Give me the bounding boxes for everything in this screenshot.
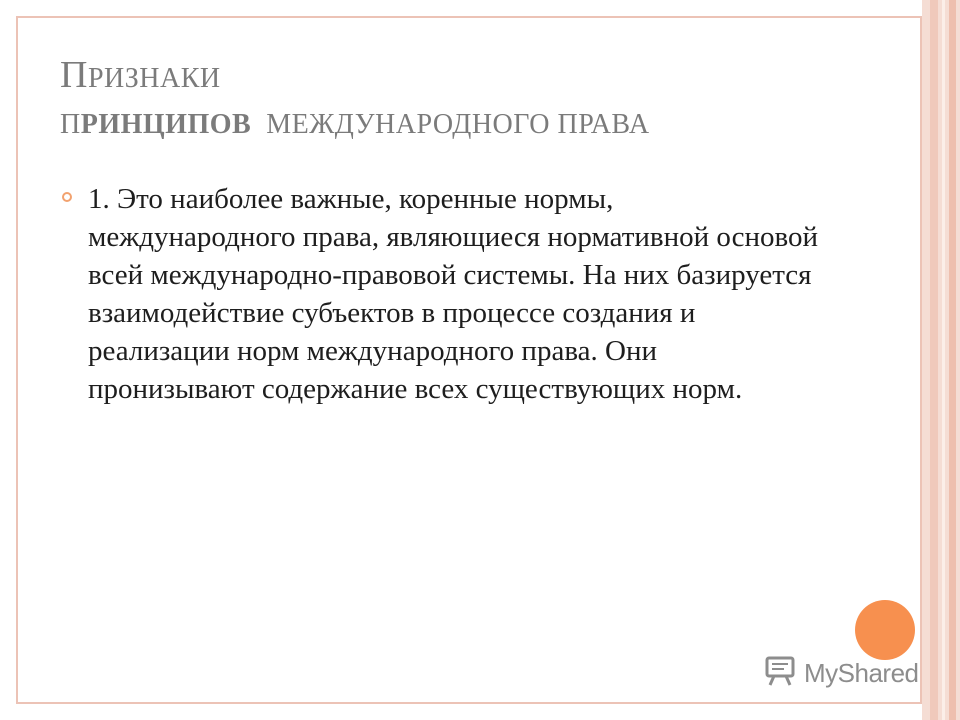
right-decorative-band (922, 0, 960, 720)
band-stripe (930, 0, 938, 720)
slide-title (60, 52, 840, 148)
bullet-item (62, 180, 822, 408)
bullet-circle-icon (62, 192, 72, 202)
watermark-logo (764, 652, 934, 696)
band-stripe (949, 0, 956, 720)
presentation-board-icon (764, 652, 800, 688)
title-line-2-bold: РИНЦИПОВ (80, 109, 252, 140)
title-line-2-prefix: П (60, 109, 81, 140)
title-line-1 (60, 52, 840, 102)
watermark-text: MyShared (804, 658, 919, 688)
title-initial: П (60, 54, 88, 96)
title-line-1-rest: РИЗНАКИ (87, 63, 221, 94)
title-line-2-rest: МЕЖДУНАРОДНОГО ПРАВА (266, 109, 650, 140)
bullet-text: 1. Это наиболее важные, коренные нормы, международного права, являющиеся нормативной основой всей международно-правовой системы. На них базируется взаимодействие субъектов в процессе создания и реализации норм международного права. Они пронизывают содержание всех существующих норм. (88, 183, 819, 405)
accent-circle (855, 600, 915, 660)
band-stripe (942, 0, 945, 720)
title-line-2 (60, 102, 840, 148)
